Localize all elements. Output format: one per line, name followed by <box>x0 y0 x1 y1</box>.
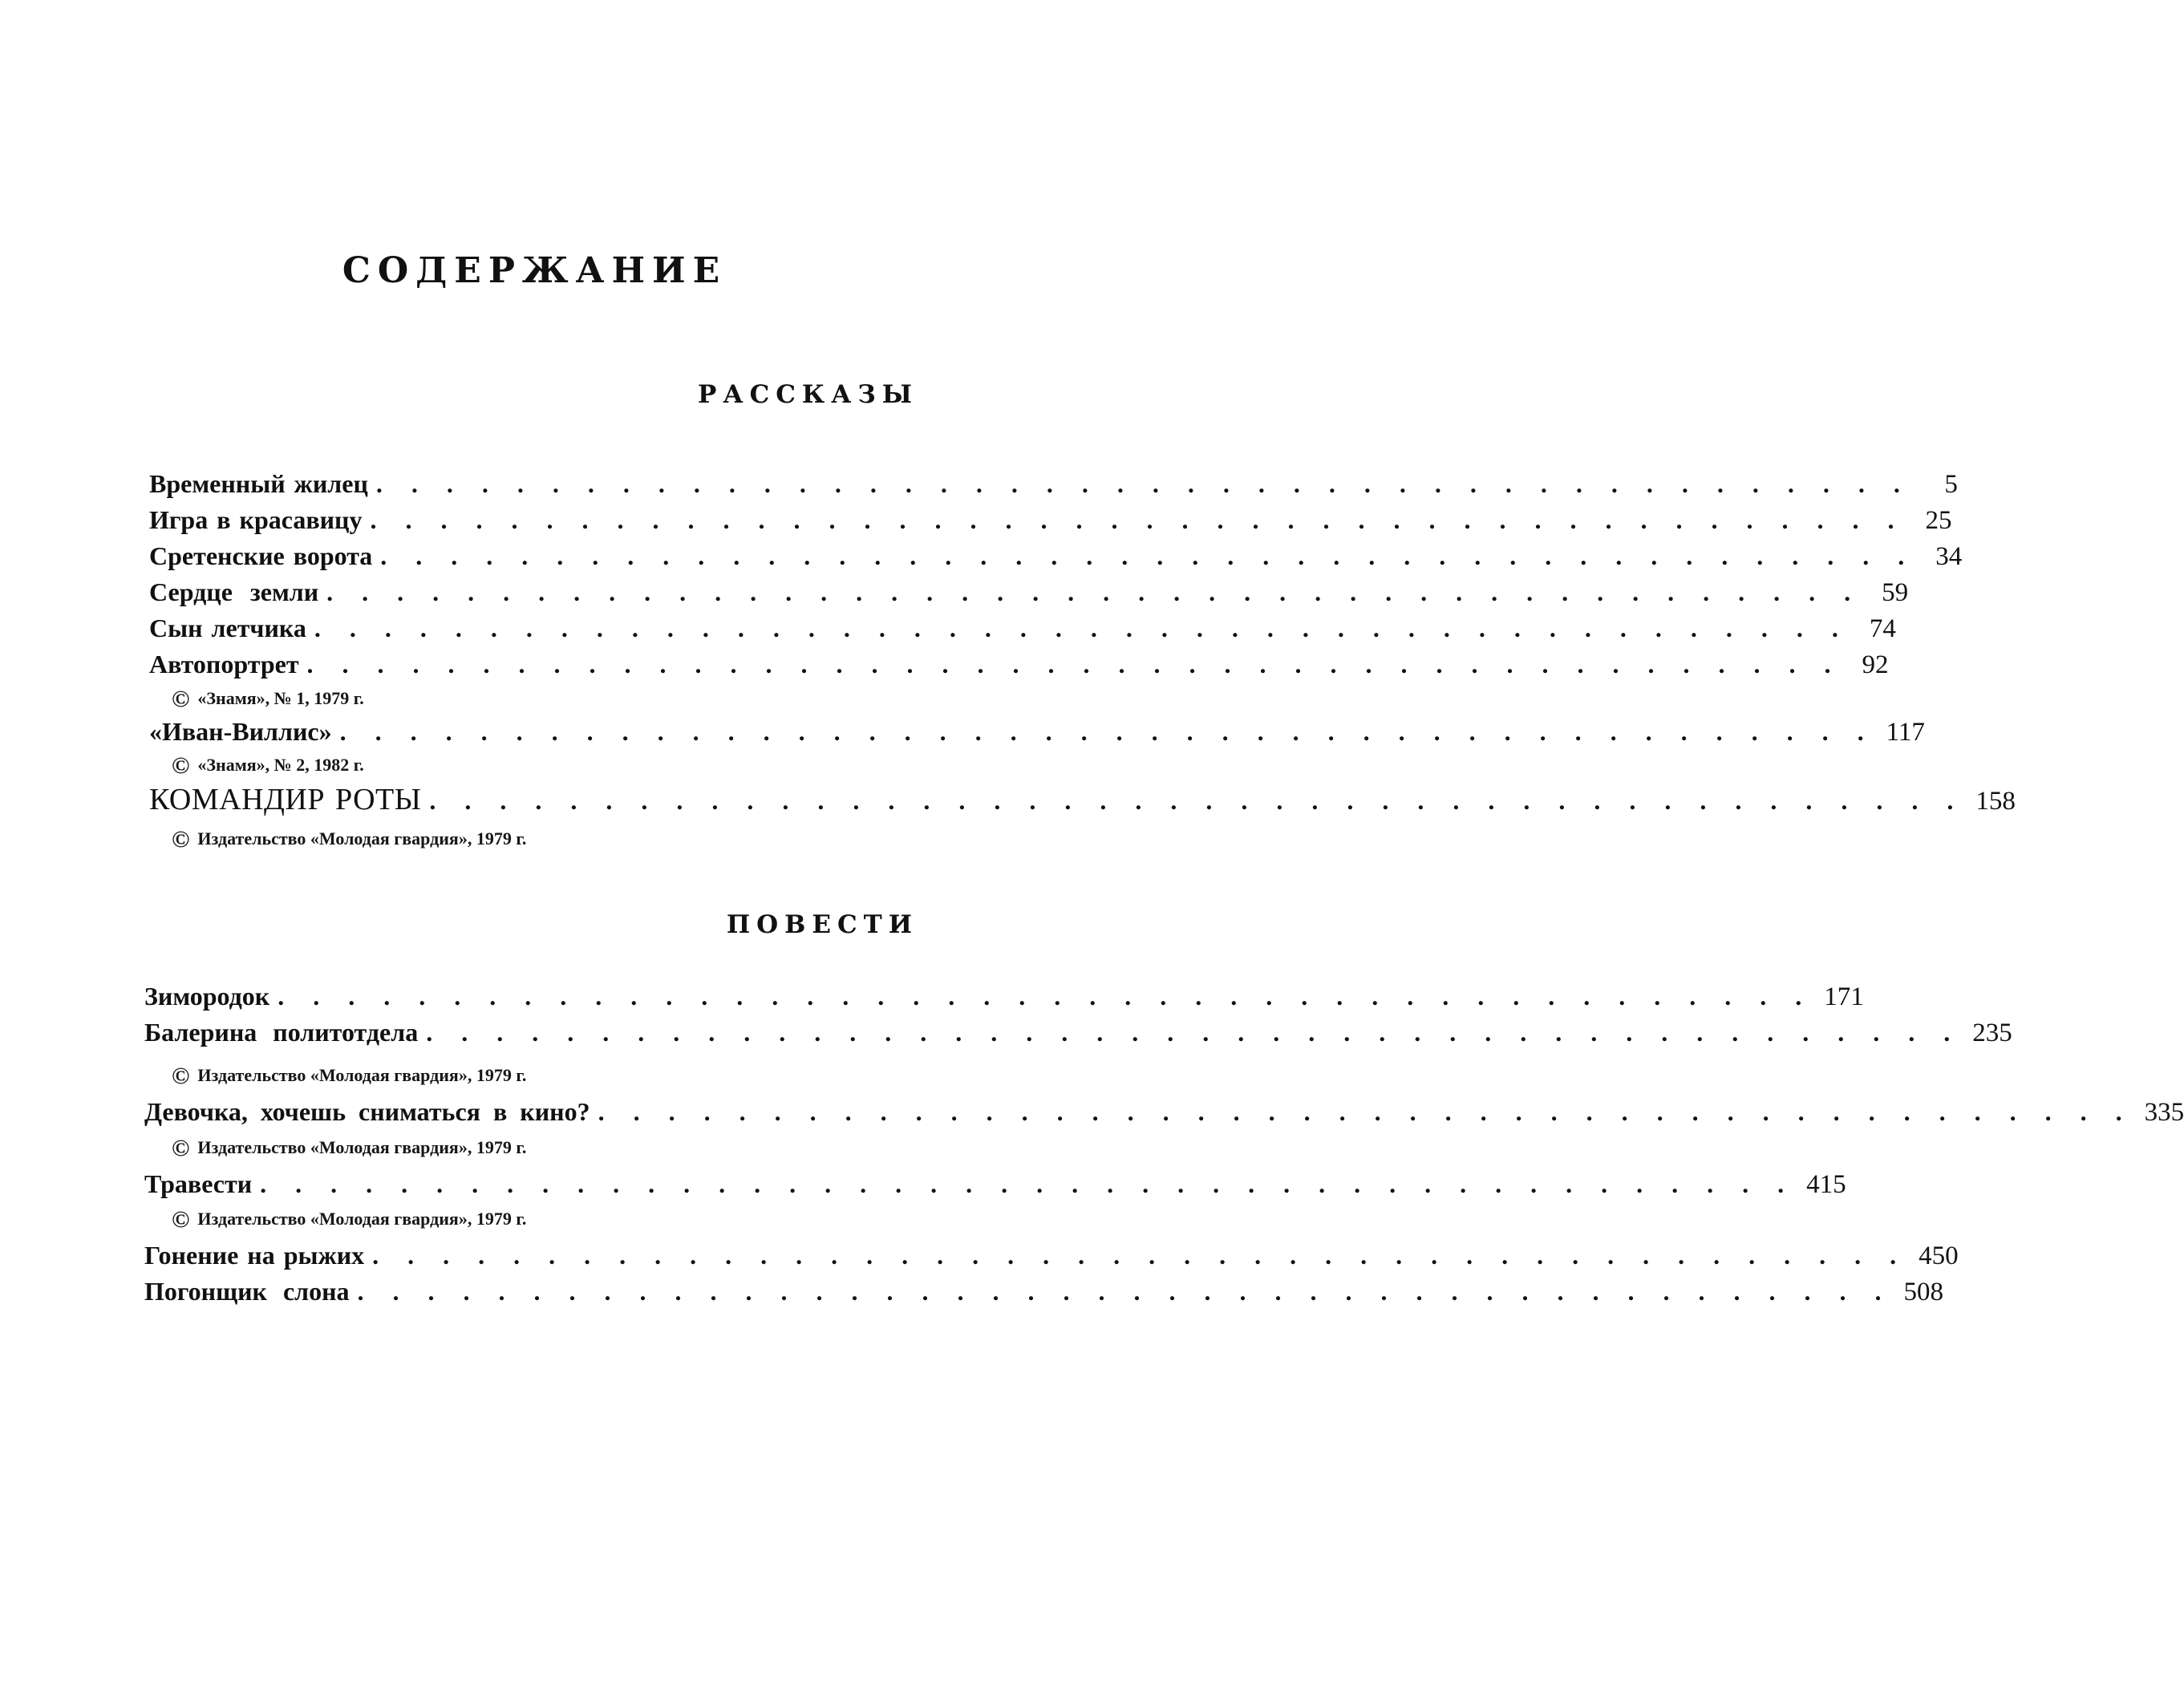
copyright-text: «Знамя», № 1, 1979 г. <box>197 688 364 708</box>
toc-entry-title: Травести <box>144 1169 253 1198</box>
copyright-text: Издательство «Молодая гвардия», 1979 г. <box>197 1065 527 1085</box>
dot-leader: . . . . . . . . . . . . . . . . . . . . . . . . . . . . . . . . . . . . . . . . . . . . <box>357 1277 1893 1306</box>
copyright-note <box>172 687 364 711</box>
toc-entry <box>149 574 1909 610</box>
copyright-icon: © <box>172 1135 190 1161</box>
dot-leader: . . . . . . . . . . . . . . . . . . . . . . . . . . . . . . . . . . . . . . . . . . . . <box>278 982 1813 1011</box>
dot-leader: . . . . . . . . . . . . . . . . . . . . . . . . . . . . . . . . . . . . . . . . . . . . <box>370 505 1906 534</box>
dot-leader: . . . . . . . . . . . . . . . . . . . . . . . . . . . . . . . . . . . . . . . . . . . . <box>306 650 1842 678</box>
toc-entry-title: Сретенские ворота <box>149 541 373 570</box>
toc-entry <box>144 978 1864 1015</box>
copyright-icon: © <box>172 826 190 853</box>
copyright-icon: © <box>172 752 190 779</box>
toc-entry <box>149 714 1925 750</box>
section-title-novellas: ПОВЕСТИ <box>726 910 918 939</box>
copyright-text: Издательство «Молодая гвардия», 1979 г. <box>197 1209 527 1229</box>
toc-entry-title: Гонение на рыжих <box>144 1241 365 1270</box>
copyright-text: Издательство «Молодая гвардия», 1979 г. <box>197 1137 527 1157</box>
dot-leader: . . . . . . . . . . . . . . . . . . . . . . . . . . . . . . . . . . . . . . . . . . . . <box>380 541 1916 570</box>
toc-entry-title: Сын летчика <box>149 614 306 642</box>
dot-leader: . . . . . . . . . . . . . . . . . . . . . . . . . . . . . . . . . . . . . . . . . . . . <box>426 1018 1962 1047</box>
toc-entry-page: 235 <box>1972 1019 2012 1047</box>
dot-leader: . . . . . . . . . . . . . . . . . . . . . . . . . . . . . . . . . . . . . . . . . . . . <box>260 1169 1796 1198</box>
toc-entry-page: 5 <box>1944 470 1958 499</box>
toc-entry-title: Балерина политотдела <box>144 1018 419 1047</box>
toc-entry-page: 450 <box>1919 1242 1959 1270</box>
toc-entry-page: 508 <box>1903 1278 1944 1306</box>
toc-entry-page: 25 <box>1925 506 1952 535</box>
dot-leader: . . . . . . . . . . . . . . . . . . . . . . . . . . . . . . . . . . . . . . . . . . . . <box>598 1097 2133 1126</box>
toc-entry-page: 171 <box>1824 982 1864 1011</box>
toc-entry-title: Погонщик слона <box>144 1277 350 1306</box>
toc-entry <box>149 502 1952 538</box>
toc-entry-page: 335 <box>2144 1098 2184 1127</box>
toc-entry-page: 117 <box>1886 718 1925 747</box>
dot-leader: . . . . . . . . . . . . . . . . . . . . . . . . . . . . . . . . . . . . . . . . . . . . <box>429 786 1965 815</box>
toc-entry-title: Сердце земли <box>149 577 319 606</box>
dot-leader: . . . . . . . . . . . . . . . . . . . . . . . . . . . . . . . . . . . . . . . . . . . . <box>314 614 1850 642</box>
dot-leader: . . . . . . . . . . . . . . . . . . . . . . . . . . . . . . . . . . . . . . . . . . . . <box>372 1241 1908 1270</box>
section-title-stories: РАССКАЗЫ <box>698 380 918 409</box>
dot-leader: . . . . . . . . . . . . . . . . . . . . . . . . . . . . . . . . . . . . . . . . . . . . <box>375 469 1911 498</box>
toc-entry-title: «Иван-Виллис» <box>149 717 332 746</box>
toc-entry <box>144 1237 1959 1274</box>
copyright-note <box>172 753 364 778</box>
copyright-note <box>172 1063 526 1088</box>
toc-entry <box>144 1274 1944 1310</box>
copyright-icon: © <box>172 686 190 712</box>
toc-entry-title: Автопортрет <box>149 650 299 678</box>
toc-entry-page: 34 <box>1935 542 1963 571</box>
toc-entry-page: 158 <box>1975 787 2016 816</box>
dot-leader: . . . . . . . . . . . . . . . . . . . . . . . . . . . . . . . . . . . . . . . . . . . . <box>339 717 1875 746</box>
copyright-text: Издательство «Молодая гвардия», 1979 г. <box>197 828 527 849</box>
toc-entry-title: Зимородок <box>144 982 270 1011</box>
toc-entry-title: Девочка, хочешь сниматься в кино? <box>144 1097 590 1126</box>
dot-leader: . . . . . . . . . . . . . . . . . . . . . . . . . . . . . . . . . . . . . . . . . . . . <box>326 577 1862 606</box>
toc-entry-page: 59 <box>1882 578 1909 607</box>
toc-entry <box>149 466 1958 502</box>
copyright-note <box>172 1136 526 1160</box>
toc-entry <box>144 1094 2184 1130</box>
toc-entry <box>144 1166 1846 1202</box>
toc-entry-title: КОМАНДИР РОТЫ <box>149 783 422 816</box>
copyright-note <box>172 1207 526 1232</box>
toc-entry <box>149 610 1896 646</box>
toc-entry-title: Временный жилец <box>149 469 368 498</box>
toc-entry <box>149 646 1889 683</box>
toc-entry-title: Игра в красавицу <box>149 505 363 534</box>
copyright-icon: © <box>172 1206 190 1233</box>
toc-entry-page: 92 <box>1862 650 1889 679</box>
toc-entry-page: 415 <box>1806 1170 1846 1199</box>
toc-entry-page: 74 <box>1869 614 1896 643</box>
toc-entry <box>149 538 1963 574</box>
copyright-icon: © <box>172 1063 190 1089</box>
toc-entry <box>144 1015 2012 1051</box>
page-title: СОДЕРЖАНИЕ <box>342 250 727 291</box>
copyright-note <box>172 827 526 852</box>
copyright-text: «Знамя», № 2, 1982 г. <box>197 755 364 775</box>
toc-entry <box>149 782 2016 819</box>
